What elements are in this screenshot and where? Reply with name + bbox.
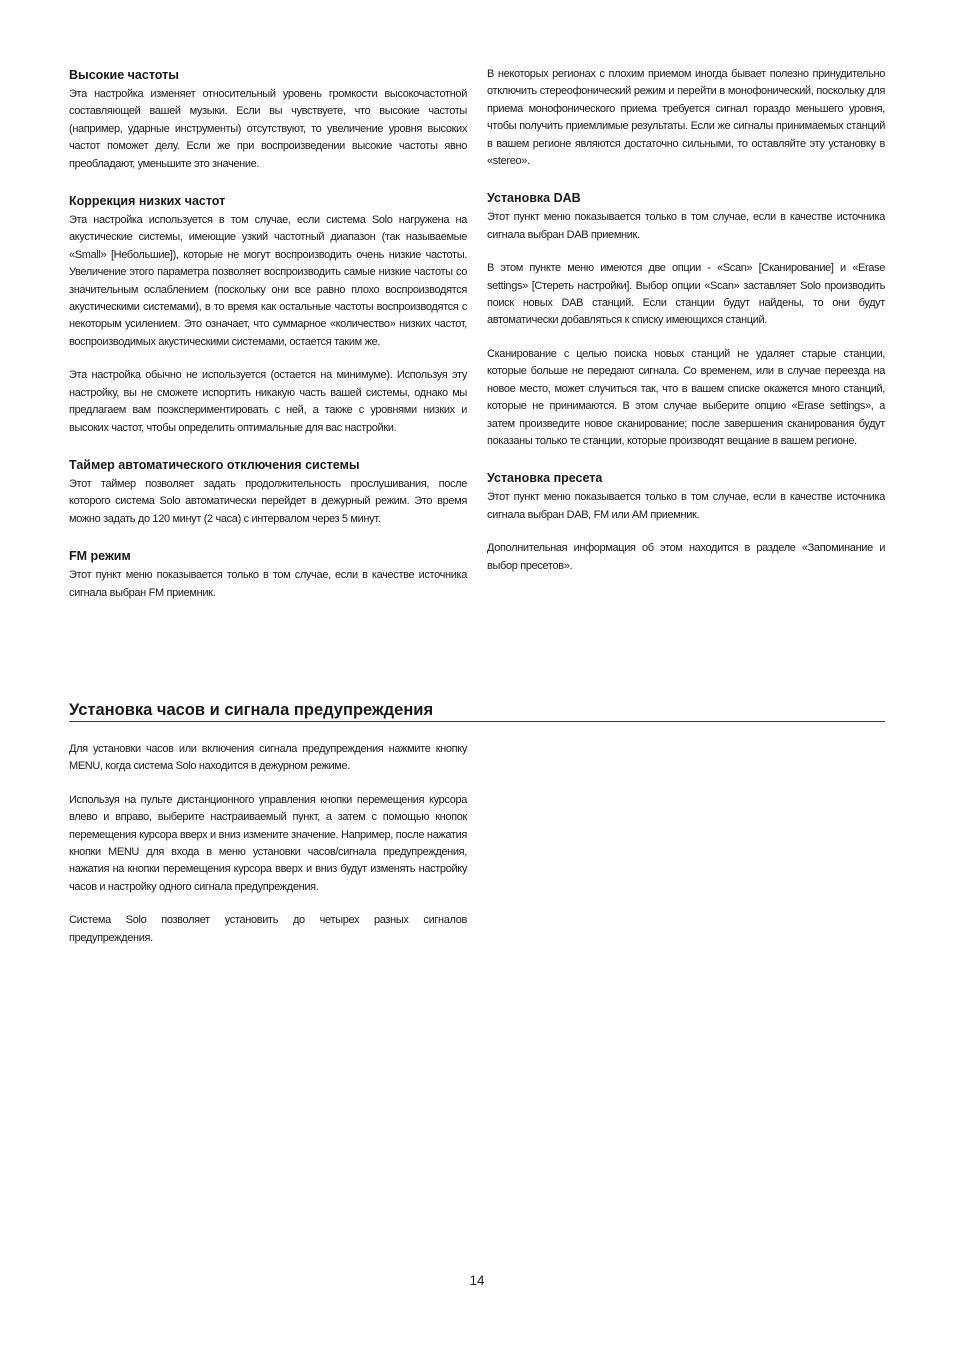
- left-column: [69, 68, 467, 623]
- main-heading: Установка часов и сигнала предупреждения: [69, 701, 434, 719]
- paragraph: Дополнительная информация об этом находится в разделе «Запоминание и выбор пресетов».: [487, 542, 885, 572]
- section-fm-mode: [69, 549, 467, 602]
- section-dab-setup: [487, 191, 885, 450]
- section-preset-setup: [487, 471, 885, 575]
- paragraph: Для установки часов или включения сигнала предупреждения нажмите кнопку MENU, когда система Solo находится в дежурном режиме.: [69, 743, 467, 773]
- paragraph: Этот пункт меню показывается только в том случае, если в качестве источника сигнала выбран DAB приемник.: [487, 211, 885, 241]
- main-heading-block: [69, 700, 885, 722]
- right-column: [487, 66, 885, 596]
- paragraph: Сканирование с целью поиска новых станций не удаляет старые станции, которые больше не передают сигнала. Со временем, или в случае переезда на новое место, может случиться так, что в вашем списке окажется много станций, которые не принимаются. В этом случае выберите опцию «Erase settings», а затем произведите новое сканирование; после завершения сканирования будут показаны только те станции, которые производят вещание в вашем регионе.: [487, 347, 885, 447]
- paragraph: Система Solo позволяет установить до четырех разных сигналов предупреждения.: [69, 914, 467, 944]
- section-mono-stereo: [487, 66, 885, 170]
- paragraph: Используя на пульте дистанционного управления кнопки перемещения курсора влево и вправо, выберите настраиваемый пункт, а затем с помощью кнопок перемещения курсора вверх и вниз измените значение. Например, после нажатия кнопки MENU для входа в меню установки часов/сигнала предупреждения, нажатия на кнопки перемещения курсора вверх и вниз будут изменять настройку часов и настройку одного сигнала предупреждения.: [69, 793, 467, 893]
- paragraph: Эта настройка используется в том случае, если система Solo нагружена на акустические системы, имеющие узкий частотный диапазон (так называемые «Small» [Небольшие]), которые не могут воспроизводить очень низкие частоты. Увеличение этого параметра позволяет воспроизводить самые низкие частоты со значительным ослаблением (поскольку они все равно плохо воспроизводятся акустическими системами), в то время как остальные частоты воспроизводятся с некоторым усилением. Это означает, что суммарное «количество» низких частот, воспроизводимых акустическими системами, остается таким же.: [69, 214, 467, 348]
- paragraph: В этом пункте меню имеются две опции - «Scan» [Сканирование] и «Erase settings» [Стереть настройки]. Выбор опции «Scan» заставляет Solo производить поиск новых DAB станций. Если станции будут найдены, то они будут автоматически добавляться к списку имеющихся станций.: [487, 262, 885, 327]
- section-high-frequencies: [69, 68, 467, 173]
- section-heading: Коррекция низких частот: [69, 194, 226, 209]
- paragraph: Этот таймер позволяет задать продолжительность прослушивания, после которого система Solo автоматически перейдет в дежурный режим. Это время можно задать до 120 минут (2 часа) с интервалом через 5 минут.: [69, 477, 467, 525]
- paragraph: Этот пункт меню показывается только в том случае, если в качестве источника сигнала выбран FM приемник.: [69, 569, 467, 599]
- paragraph: В некоторых регионах с плохим приемом иногда бывает полезно принудительно отключить стереофонический режим и перейти в монофонический, поскольку для приема монофонического приема требуется сигнал гораздо меньшего уровня, чтобы получить приемлимые результаты. Если же сигналы принимаемых станций в вашем регионе являются достаточно сильными, то оставляйте эту установку в «stereo».: [487, 68, 885, 168]
- section-sleep-timer: [69, 458, 467, 528]
- paragraph: Эта настройка обычно не используется (остается на минимуме). Используя эту настройку, вы не сможете испортить никакую часть вашей системы, однако мы предлагаем вам поэкспериментировать с ней, а также с уровнями низких и высоких частот, чтобы определить оптимальные для вас настройки.: [69, 369, 467, 434]
- section-heading: Таймер автоматического отключения системы: [69, 457, 360, 472]
- paragraph: Эта настройка изменяет относительный уровень громкости высокочастотной составляющей вашей музыки. Если вы чувствуете, что высокие частоты (например, ударные инструменты) отсутствуют, то увеличение уровня высоких частот поможет делу. Если же при воспроизведении высокие частоты явно преобладают, уменьшите это значение.: [69, 88, 467, 170]
- page-number: 14: [469, 1273, 485, 1288]
- section-heading: Установка DAB: [487, 191, 581, 206]
- section-heading: FM режим: [69, 549, 131, 564]
- bottom-column: [69, 741, 467, 963]
- section-bass-correction: [69, 194, 467, 437]
- section-heading: Высокие частоты: [69, 68, 179, 82]
- section-heading: Установка пресета: [487, 471, 603, 486]
- paragraph: Этот пункт меню показывается только в том случае, если в качестве источника сигнала выбран DAB, FM или AM приемник.: [487, 491, 885, 521]
